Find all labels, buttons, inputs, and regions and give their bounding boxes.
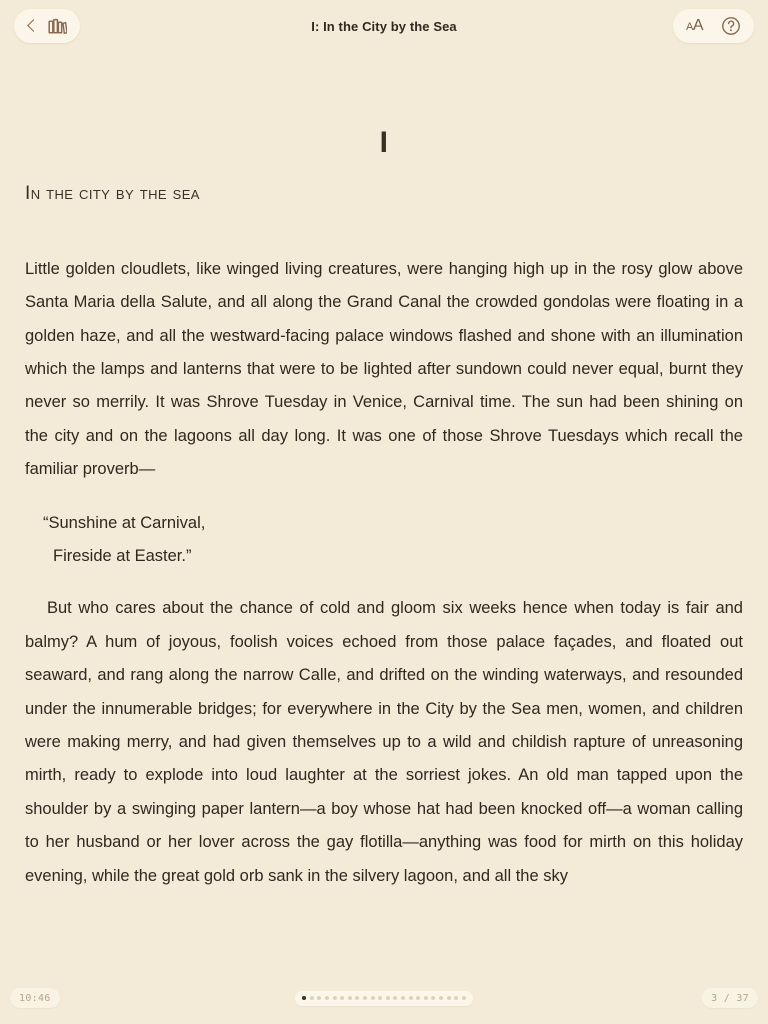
library-nav-pill[interactable] xyxy=(14,9,80,43)
page-title: I: In the City by the Sea xyxy=(311,18,457,34)
verse-line: Fireside at Easter.” xyxy=(53,547,192,566)
bottom-status-bar xyxy=(0,972,768,1024)
text-size-large-label: A xyxy=(692,17,703,34)
reader-page[interactable] xyxy=(0,52,768,972)
paragraph: But who cares about the chance of cold and gloom six weeks hence when today is fair and balmy? A hum of joyous, foolish voices echoed from those palace façades, and floated out seaward, and rang along the narrow Calle, and drifted on the winding waterways, and resounded under the innumerable bridges; for everywhere in the City by the Sea men, women, and children were making merry, and had given themselves up to a wild and childish rapture of unreasoning mirth, ready to explode into loud laughter at the sorriest jokes. An old man tapped upon the shoulder by a swinging paper lantern—a boy whose hat had been knocked off—a woman calling to her husband or her lover across the gay flotilla—anything was food for mirth on this holiday evening, while the great gold orb sank in the silvery lagoon, and all the sky xyxy=(25,599,743,885)
page-indicator-badge: 3 / 37 xyxy=(702,988,758,1008)
paragraph: Little golden cloudlets, like winged living creatures, were hanging high up in the rosy glow above Santa Maria della Salute, and all along the Grand Canal the crowded gondolas were floating in a golden haze, and all the westward-facing palace windows flashed and shone with an illumination which the lamps and lanterns that were to be lighted after sundown could never equal, burnt they never so merrily. It was Shrove Tuesday in Venice, Carnival time. The sun had been shining on the city and on the lagoons all day long. It was one of those Shrove Tuesdays which recall the familiar proverb— xyxy=(25,259,743,479)
question-circle-icon[interactable] xyxy=(721,16,741,36)
text-size-small-label: A xyxy=(685,21,693,33)
chapter-body xyxy=(25,253,743,893)
chevron-left-icon[interactable] xyxy=(25,19,39,33)
top-toolbar xyxy=(0,0,768,52)
clock-badge: 10:46 xyxy=(10,988,60,1008)
reader-settings-pill xyxy=(673,9,754,43)
verse-block xyxy=(25,507,743,574)
verse-line: “Sunshine at Carnival, xyxy=(43,513,206,532)
chapter-title: In the city by the sea xyxy=(25,183,200,204)
chapter-number: I xyxy=(379,126,389,159)
library-books-icon[interactable] xyxy=(48,18,67,35)
text-size-icon[interactable] xyxy=(686,18,703,34)
